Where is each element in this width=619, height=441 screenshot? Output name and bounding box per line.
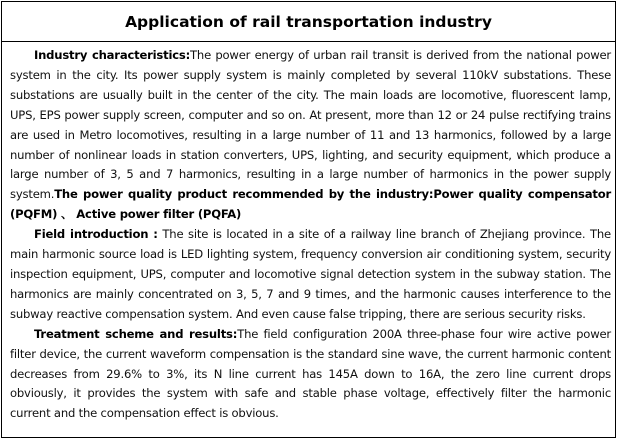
field-text: The site is located in a site of a railway line branch of Zhejiang province. The main harmonic source load is LED lighting system, frequency conversion air conditioning system, security inspection equipment, UPS, computer and locomotive signal detection system in the subway station. The harmonics are mainly concentrated on 3, 5, 7 and 9 times, and the harmonic causes interference to the subway reactive compensation system. And even cause false tripping, there are serious security risks. [10, 227, 611, 321]
treatment-paragraph [10, 325, 611, 425]
industry-paragraph [10, 46, 611, 225]
document-title: Application of rail transportation industry [2, 2, 615, 42]
industry-heading: Industry characteristics: [34, 48, 191, 62]
industry-text: The power energy of urban rail transit is derived from the national power system in the city. Its power supply system is mainly completed by several 110kV substations. These substations are usually built in the center of the city. The main loads are locomotive, fluorescent lamp, UPS, EPS power supply screen, computer and so on. At present, more than 12 or 24 pulse rectifying trains are used in Metro locomotives, resulting in a large number of 11 and 13 harmonics, followed by a large number of nonlinear loads in station converters, UPS, lighting, and security equipment, which produce a large number of 3, 5 and 7 harmonics, resulting in a large number of harmonics in the power supply system. [10, 48, 611, 202]
field-paragraph [10, 225, 611, 325]
recommended-products: The power quality product recommended by the industry:Power quality compensator (PQFM) 、 Active power filter (PQFA) [10, 187, 611, 222]
document-table [1, 1, 616, 438]
field-heading: Field introduction : [34, 227, 158, 242]
treatment-text: The field configuration 200A three-phase four wire active power filter device, the current waveform compensation is the standard sine wave, the current harmonic content decreases from 29.6% to 3%, its N line current has 145A down to 16A, the zero line current drops obviously, it provides the system with safe and stable phase voltage, effectively filter the harmonic current and the compensation effect is obvious. [10, 326, 611, 421]
document-body [2, 42, 615, 424]
treatment-heading: Treatment scheme and results: [34, 326, 238, 341]
